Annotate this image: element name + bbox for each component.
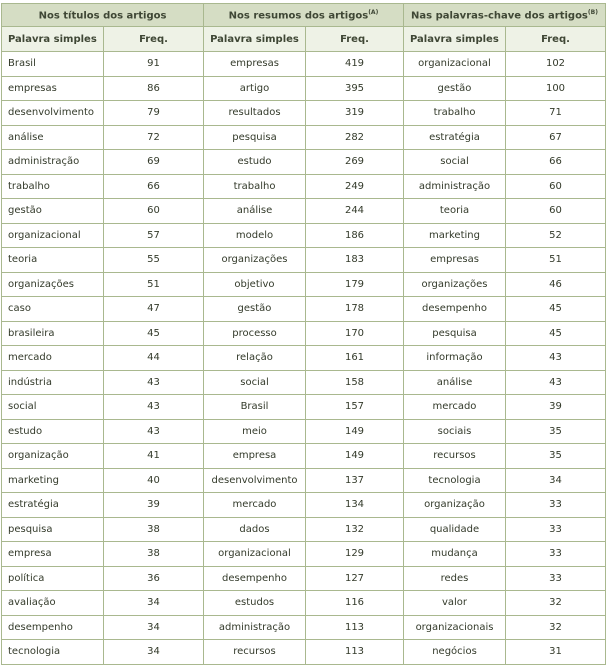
abstract-word-cell: empresas — [204, 52, 306, 77]
title-word-cell: gestão — [2, 199, 104, 224]
title-word-cell: avaliação — [2, 591, 104, 616]
abstract-word-cell: trabalho — [204, 174, 306, 199]
column-header-freq: Freq. — [104, 27, 204, 52]
abstract-freq-cell: 137 — [306, 468, 404, 493]
abstract-freq-cell: 178 — [306, 297, 404, 322]
table-row — [2, 174, 606, 199]
abstract-freq-cell: 244 — [306, 199, 404, 224]
title-freq-cell: 36 — [104, 566, 204, 591]
table-row — [2, 272, 606, 297]
abstract-word-cell: modelo — [204, 223, 306, 248]
keyword-freq-cell: 100 — [506, 76, 606, 101]
keyword-word-cell: trabalho — [404, 101, 506, 126]
abstract-freq-cell: 269 — [306, 150, 404, 175]
keyword-word-cell: mudança — [404, 542, 506, 567]
keyword-freq-cell: 39 — [506, 395, 606, 420]
table-row — [2, 346, 606, 371]
keyword-word-cell: organização — [404, 493, 506, 518]
keyword-freq-cell: 60 — [506, 199, 606, 224]
title-word-cell: estratégia — [2, 493, 104, 518]
keyword-word-cell: qualidade — [404, 517, 506, 542]
title-word-cell: organizações — [2, 272, 104, 297]
title-freq-cell: 34 — [104, 591, 204, 616]
title-freq-cell: 57 — [104, 223, 204, 248]
keyword-word-cell: negócios — [404, 640, 506, 665]
column-header-freq: Freq. — [506, 27, 606, 52]
title-freq-cell: 43 — [104, 419, 204, 444]
keyword-word-cell: pesquisa — [404, 321, 506, 346]
keyword-freq-cell: 35 — [506, 444, 606, 469]
keyword-word-cell: administração — [404, 174, 506, 199]
keyword-word-cell: empresas — [404, 248, 506, 273]
title-word-cell: empresa — [2, 542, 104, 567]
abstract-word-cell: social — [204, 370, 306, 395]
keyword-word-cell: sociais — [404, 419, 506, 444]
keyword-freq-cell: 66 — [506, 150, 606, 175]
keyword-freq-cell: 32 — [506, 591, 606, 616]
title-word-cell: tecnologia — [2, 640, 104, 665]
title-freq-cell: 86 — [104, 76, 204, 101]
table-row — [2, 199, 606, 224]
keyword-freq-cell: 33 — [506, 493, 606, 518]
group-header-abstracts: Nos resumos dos artigos$^{(A)}$ — [204, 4, 404, 27]
table-row — [2, 493, 606, 518]
table-row — [2, 297, 606, 322]
title-word-cell: desenvolvimento — [2, 101, 104, 126]
keyword-word-cell: recursos — [404, 444, 506, 469]
keyword-word-cell: desempenho — [404, 297, 506, 322]
keyword-word-cell: gestão — [404, 76, 506, 101]
abstract-freq-cell: 170 — [306, 321, 404, 346]
title-word-cell: empresas — [2, 76, 104, 101]
keyword-freq-cell: 45 — [506, 297, 606, 322]
abstract-freq-cell: 127 — [306, 566, 404, 591]
table-row — [2, 517, 606, 542]
title-freq-cell: 44 — [104, 346, 204, 371]
abstract-freq-cell: 395 — [306, 76, 404, 101]
column-header-word: Palavra simples — [404, 27, 506, 52]
keyword-word-cell: informação — [404, 346, 506, 371]
abstract-freq-cell: 419 — [306, 52, 404, 77]
table-row — [2, 566, 606, 591]
table-row — [2, 591, 606, 616]
table-row — [2, 444, 606, 469]
title-freq-cell: 34 — [104, 615, 204, 640]
title-freq-cell: 79 — [104, 101, 204, 126]
title-word-cell: trabalho — [2, 174, 104, 199]
keyword-freq-cell: 67 — [506, 125, 606, 150]
abstract-word-cell: gestão — [204, 297, 306, 322]
abstract-freq-cell: 157 — [306, 395, 404, 420]
table-row — [2, 248, 606, 273]
title-word-cell: social — [2, 395, 104, 420]
keyword-freq-cell: 43 — [506, 346, 606, 371]
table-row — [2, 542, 606, 567]
column-header-word: Palavra simples — [204, 27, 306, 52]
title-freq-cell: 55 — [104, 248, 204, 273]
abstract-word-cell: dados — [204, 517, 306, 542]
title-word-cell: política — [2, 566, 104, 591]
title-freq-cell: 38 — [104, 517, 204, 542]
table-row — [2, 150, 606, 175]
keyword-word-cell: mercado — [404, 395, 506, 420]
abstract-word-cell: organizações — [204, 248, 306, 273]
abstract-word-cell: análise — [204, 199, 306, 224]
title-freq-cell: 72 — [104, 125, 204, 150]
keyword-freq-cell: 60 — [506, 174, 606, 199]
group-header-titles: Nos títulos dos artigos — [2, 4, 204, 27]
abstract-word-cell: desenvolvimento — [204, 468, 306, 493]
abstract-word-cell: objetivo — [204, 272, 306, 297]
title-word-cell: administração — [2, 150, 104, 175]
abstract-freq-cell: 129 — [306, 542, 404, 567]
abstract-freq-cell: 149 — [306, 419, 404, 444]
title-freq-cell: 38 — [104, 542, 204, 567]
title-freq-cell: 60 — [104, 199, 204, 224]
keyword-word-cell: social — [404, 150, 506, 175]
keyword-word-cell: organizacional — [404, 52, 506, 77]
keyword-freq-cell: 33 — [506, 542, 606, 567]
keyword-freq-cell: 46 — [506, 272, 606, 297]
keyword-freq-cell: 32 — [506, 615, 606, 640]
abstract-word-cell: desempenho — [204, 566, 306, 591]
keyword-freq-cell: 33 — [506, 517, 606, 542]
title-word-cell: teoria — [2, 248, 104, 273]
keyword-freq-cell: 51 — [506, 248, 606, 273]
keyword-freq-cell: 33 — [506, 566, 606, 591]
table-row — [2, 321, 606, 346]
title-word-cell: brasileira — [2, 321, 104, 346]
table-row — [2, 370, 606, 395]
title-word-cell: indústria — [2, 370, 104, 395]
abstract-freq-cell: 134 — [306, 493, 404, 518]
keyword-freq-cell: 102 — [506, 52, 606, 77]
title-word-cell: desempenho — [2, 615, 104, 640]
title-word-cell: organizacional — [2, 223, 104, 248]
column-header-row — [2, 27, 606, 52]
keyword-word-cell: organizações — [404, 272, 506, 297]
abstract-word-cell: organizacional — [204, 542, 306, 567]
table-row — [2, 395, 606, 420]
title-freq-cell: 34 — [104, 640, 204, 665]
abstract-word-cell: empresa — [204, 444, 306, 469]
abstract-freq-cell: 116 — [306, 591, 404, 616]
title-word-cell: estudo — [2, 419, 104, 444]
title-freq-cell: 91 — [104, 52, 204, 77]
abstract-word-cell: mercado — [204, 493, 306, 518]
abstract-freq-cell: 113 — [306, 615, 404, 640]
title-freq-cell: 41 — [104, 444, 204, 469]
title-word-cell: pesquisa — [2, 517, 104, 542]
keyword-word-cell: valor — [404, 591, 506, 616]
title-freq-cell: 66 — [104, 174, 204, 199]
title-word-cell: organização — [2, 444, 104, 469]
abstract-freq-cell: 158 — [306, 370, 404, 395]
abstract-freq-cell: 319 — [306, 101, 404, 126]
abstract-freq-cell: 186 — [306, 223, 404, 248]
abstract-freq-cell: 249 — [306, 174, 404, 199]
column-header-word: Palavra simples — [2, 27, 104, 52]
keyword-word-cell: análise — [404, 370, 506, 395]
abstract-word-cell: Brasil — [204, 395, 306, 420]
table-row — [2, 223, 606, 248]
keyword-freq-cell: 45 — [506, 321, 606, 346]
table-row — [2, 640, 606, 665]
abstract-word-cell: estudos — [204, 591, 306, 616]
title-freq-cell: 51 — [104, 272, 204, 297]
title-freq-cell: 69 — [104, 150, 204, 175]
abstract-freq-cell: 113 — [306, 640, 404, 665]
keyword-freq-cell: 35 — [506, 419, 606, 444]
table-row — [2, 125, 606, 150]
abstract-word-cell: resultados — [204, 101, 306, 126]
keyword-freq-cell: 31 — [506, 640, 606, 665]
keyword-word-cell: estratégia — [404, 125, 506, 150]
title-word-cell: mercado — [2, 346, 104, 371]
title-word-cell: Brasil — [2, 52, 104, 77]
abstract-word-cell: estudo — [204, 150, 306, 175]
title-word-cell: marketing — [2, 468, 104, 493]
title-word-cell: análise — [2, 125, 104, 150]
group-header-keywords: Nas palavras-chave dos artigos$^{(B)}$ — [404, 4, 606, 27]
keyword-freq-cell: 34 — [506, 468, 606, 493]
keyword-freq-cell: 43 — [506, 370, 606, 395]
keyword-word-cell: marketing — [404, 223, 506, 248]
title-word-cell: caso — [2, 297, 104, 322]
table-row — [2, 615, 606, 640]
abstract-freq-cell: 183 — [306, 248, 404, 273]
table-row — [2, 52, 606, 77]
table-row — [2, 101, 606, 126]
abstract-freq-cell: 179 — [306, 272, 404, 297]
table-row — [2, 468, 606, 493]
title-freq-cell: 43 — [104, 395, 204, 420]
table-row — [2, 419, 606, 444]
abstract-freq-cell: 161 — [306, 346, 404, 371]
keyword-word-cell: teoria — [404, 199, 506, 224]
keyword-freq-cell: 71 — [506, 101, 606, 126]
abstract-word-cell: relação — [204, 346, 306, 371]
table-row — [2, 76, 606, 101]
keyword-word-cell: organizacionais — [404, 615, 506, 640]
keyword-word-cell: tecnologia — [404, 468, 506, 493]
keyword-word-cell: redes — [404, 566, 506, 591]
abstract-freq-cell: 282 — [306, 125, 404, 150]
abstract-word-cell: pesquisa — [204, 125, 306, 150]
word-frequency-table — [1, 3, 606, 665]
abstract-freq-cell: 132 — [306, 517, 404, 542]
abstract-word-cell: recursos — [204, 640, 306, 665]
title-freq-cell: 39 — [104, 493, 204, 518]
abstract-freq-cell: 149 — [306, 444, 404, 469]
abstract-word-cell: administração — [204, 615, 306, 640]
keyword-freq-cell: 52 — [506, 223, 606, 248]
group-header-row — [2, 4, 606, 27]
title-freq-cell: 45 — [104, 321, 204, 346]
title-freq-cell: 43 — [104, 370, 204, 395]
abstract-word-cell: processo — [204, 321, 306, 346]
abstract-word-cell: meio — [204, 419, 306, 444]
title-freq-cell: 47 — [104, 297, 204, 322]
abstract-word-cell: artigo — [204, 76, 306, 101]
column-header-freq: Freq. — [306, 27, 404, 52]
title-freq-cell: 40 — [104, 468, 204, 493]
